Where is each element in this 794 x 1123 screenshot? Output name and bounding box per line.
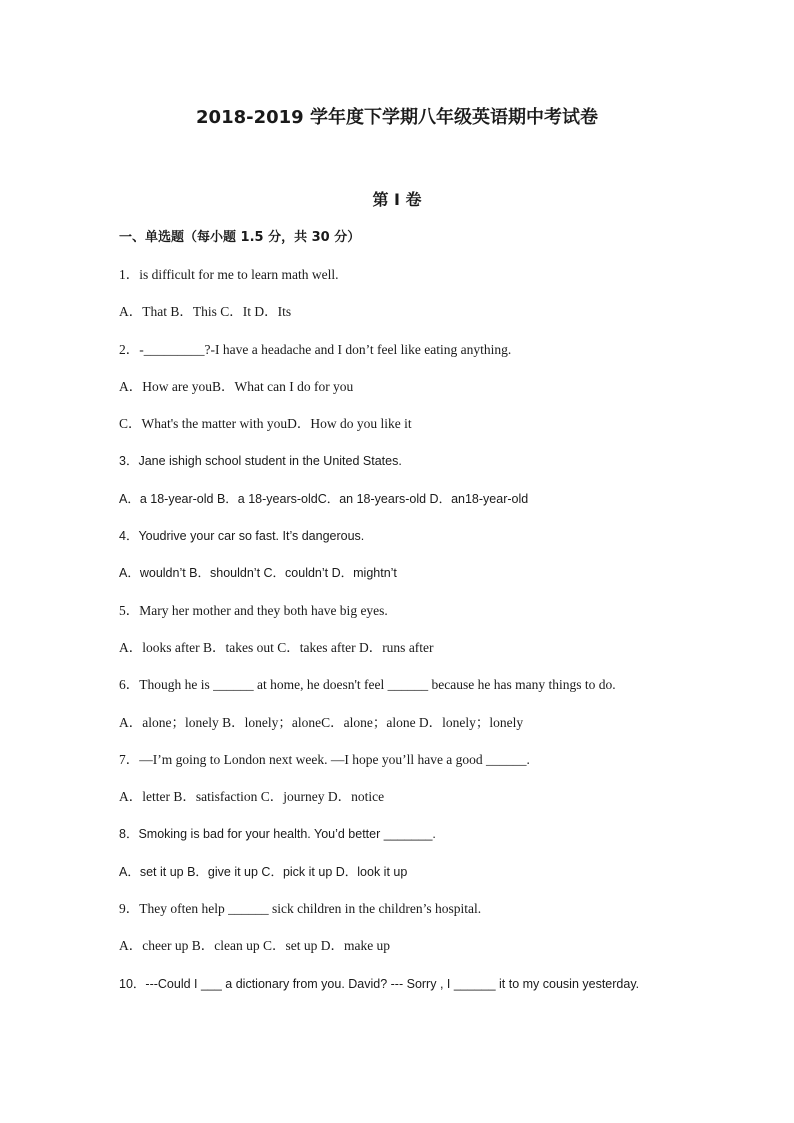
options-line: A．How are youB．What can I do for you: [119, 378, 354, 394]
options-line: A．wouldn’t B．shouldn’t C．couldn’t D．mightn’t: [119, 566, 397, 581]
options-line: C．What's the matter with youD．How do you like it: [119, 416, 412, 432]
options-line: A．looks after B．takes out C．takes after D．runs after: [119, 639, 434, 655]
options-line: A．cheer up B．clean up C．set up D．make up: [119, 938, 391, 954]
options-line: A．That B．This C．It D．Its: [119, 304, 292, 320]
question-line: 7．—I’m going to London next week. —I hope you’ll have a good ______.: [119, 751, 530, 767]
options-line: A．a 18-year-old B．a 18-years-oldC．an 18-years-old D．an18-year-old: [119, 491, 529, 506]
question-list: [119, 265, 759, 1011]
question-line: 5．Mary her mother and they both have big eyes.: [119, 602, 388, 618]
options-line: A．set it up B．give it up C．pick it up D．look it up: [119, 864, 408, 879]
question-line: 9．They often help ______ sick children in the children’s hospital.: [119, 901, 482, 917]
question-line: 10．---Could I ___ a dictionary from you. David? --- Sorry , I ______ it to my cousin yesterday.: [119, 976, 640, 991]
volume-title: 第 I 卷: [372, 190, 422, 209]
question-line: 6．Though he is ______ at home, he doesn't feel ______ because he has many things to do.: [119, 677, 616, 693]
question-line: 4．Youdrive your car so fast. It’s dangerous.: [119, 529, 365, 544]
question-line: 8．Smoking is bad for your health. You’d better _______.: [119, 827, 436, 842]
options-line: A．letter B．satisfaction C．journey D．notice: [119, 789, 385, 805]
question-line: 2．-_________?-I have a headache and I don’t feel like eating anything.: [119, 341, 512, 357]
part-heading: 一、单选题（每小题 1.5 分，共 30 分）: [119, 230, 361, 245]
question-line: 1．is difficult for me to learn math well.: [119, 267, 339, 282]
options-line: A．alone；lonely B．lonely；aloneC．alone；alone D．lonely；lonely: [119, 714, 524, 730]
exam-title: 2018-2019 学年度下学期八年级英语期中考试卷: [196, 107, 598, 128]
question-line: 3．Jane ishigh school student in the United States.: [119, 454, 402, 469]
